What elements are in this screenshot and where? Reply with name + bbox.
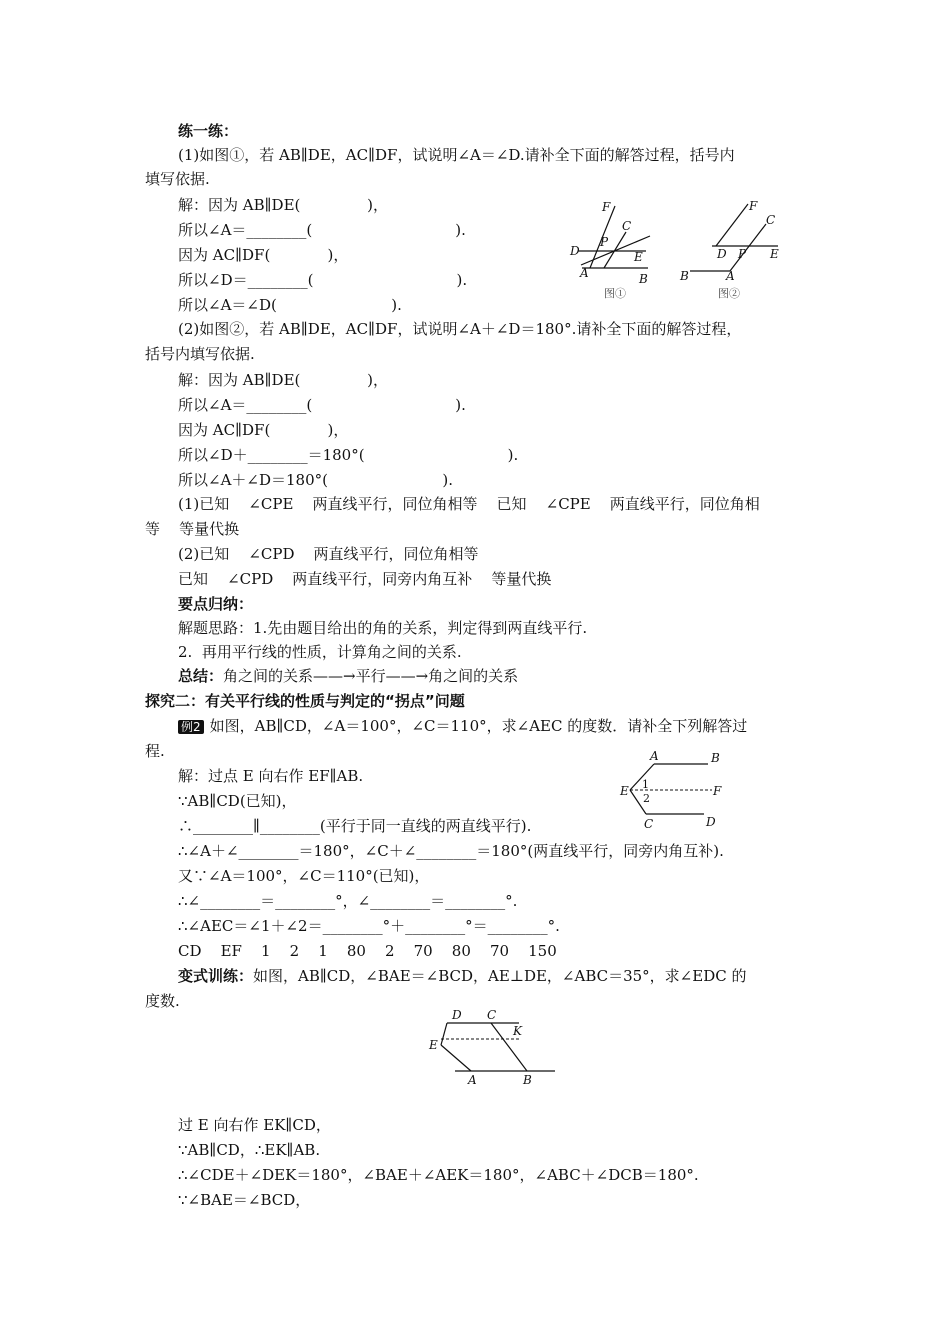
fig2-label-e: E	[770, 247, 779, 261]
q1-line: 所以∠D＝________( ).	[178, 271, 468, 289]
label-e: E	[620, 784, 629, 798]
parallel-lines-figures	[560, 196, 790, 306]
variant-solution-line: ∵AB∥CD，∴EK∥AB.	[178, 1141, 321, 1159]
label-b: B	[711, 751, 720, 765]
q1-line: 解：因为 AB∥DE( )，	[178, 196, 388, 214]
q1-intro-cont: 填写依据.	[145, 170, 210, 188]
fig1-label-p: P	[600, 235, 609, 249]
label-c: C	[644, 817, 654, 831]
solution-line: 解：过点 E 向右作 EF∥AB.	[178, 767, 364, 785]
summary-conclusion	[178, 666, 518, 686]
solution-line: ∴∠________＝________°，∠________＝________°.	[178, 892, 518, 910]
q2-line: 所以∠A＝________( ).	[178, 396, 466, 414]
figure-2	[679, 199, 779, 300]
solution-line: ∴________∥________(平行于同一直线的两直线平行).	[178, 817, 532, 835]
fig1-label-b: B	[639, 272, 648, 286]
variant-text-a: 如图，AB∥CD，∠BAE＝∠BCD，AE⊥DE，∠ABC＝35°，求∠EDC 的	[253, 967, 747, 985]
conclusion-label: 总结：	[178, 667, 224, 685]
variant-text-cont: 度数.	[145, 992, 180, 1010]
example-text-a: 如图，AB∥CD，∠A＝100°，∠C＝110°，求∠AEC 的度数．请补全下列解答过	[209, 717, 748, 735]
line-ea	[441, 1045, 471, 1071]
label-angle-1: 1	[642, 778, 649, 791]
fig2-label-p: P	[738, 247, 747, 261]
fig1-label-f: F	[602, 200, 611, 214]
summary-line: 2. 再用平行线的性质，计算角之间的关系.	[178, 643, 462, 661]
label-f: F	[713, 784, 722, 798]
label-d: D	[706, 815, 716, 829]
example-text	[178, 716, 747, 736]
example-text-cont: 程.	[145, 742, 165, 760]
line-ed	[441, 1023, 447, 1045]
fig1-label-e: E	[634, 250, 643, 264]
solution-line: ∴∠A＋∠________＝180°，∠C＋∠________＝180°(两直线平行，同旁内角互补).	[178, 842, 724, 860]
label-a: A	[650, 749, 659, 763]
fig2-line-ac	[730, 224, 766, 271]
q2-line: 所以∠D＋________＝180°( ).	[178, 446, 519, 464]
label-b: B	[523, 1073, 532, 1087]
fig2-label-a: A	[726, 269, 735, 283]
answer-line: 等 等量代换	[145, 520, 240, 538]
q1-intro: (1)如图①，若 AB∥DE，AC∥DF，试说明∠A＝∠D.请补全下面的解答过程，括号内	[178, 146, 735, 164]
solution-answers: CD EF 1 2 1 80 2 70 80 70 150	[178, 942, 557, 960]
figure-1	[569, 200, 650, 300]
variant-figure	[425, 1005, 560, 1090]
practice-heading: 练一练：	[178, 122, 239, 140]
answer-line: 已知 ∠CPD 两直线平行，同旁内角互补 等量代换	[178, 570, 552, 588]
variant-solution-line: ∴∠CDE＋∠DEK＝180°，∠BAE＋∠AEK＝180°，∠ABC＋∠DCB＝180°.	[178, 1166, 699, 1184]
fig1-label-a: A	[580, 266, 589, 280]
q2-line: 所以∠A＋∠D＝180°( ).	[178, 471, 454, 489]
fig2-label-f: F	[749, 199, 758, 213]
variant-text	[178, 966, 746, 986]
label-e: E	[429, 1038, 438, 1052]
label-angle-2: 2	[643, 792, 650, 805]
label-a: A	[468, 1073, 477, 1087]
label-k: K	[513, 1024, 522, 1038]
explore2-heading: 探究二：有关平行线的性质与判定的“拐点”问题	[145, 692, 465, 710]
fig2-line-df	[716, 204, 748, 246]
answer-line: (2)已知 ∠CPD 两直线平行，同位角相等	[178, 545, 479, 563]
figure-2-caption: 图②	[718, 287, 740, 300]
solution-line: ∴∠AEC＝∠1＋∠2＝________°＋________°＝________°.	[178, 917, 560, 935]
q2-line: 解：因为 AB∥DE( )，	[178, 371, 388, 389]
figure-1-caption: 图①	[604, 287, 626, 300]
answer-line: (1)已知 ∠CPE 两直线平行，同位角相等 已知 ∠CPE 两直线平行，同位角相	[178, 495, 760, 513]
fig1-label-d: D	[570, 244, 580, 258]
q1-line: 所以∠A＝∠D( ).	[178, 296, 402, 314]
variant-solution-line: ∵∠BAE＝∠BCD，	[178, 1191, 311, 1209]
q2-intro: (2)如图②，若 AB∥DE，AC∥DF，试说明∠A＋∠D＝180°.请补全下面的解答过程，	[178, 320, 742, 338]
label-c: C	[487, 1008, 497, 1022]
summary-line: 解题思路：1.先由题目给出的角的关系，判定得到两直线平行.	[178, 619, 588, 637]
fig2-label-c: C	[766, 213, 776, 227]
q2-line: 因为 AC∥DF( )，	[178, 421, 349, 439]
fig2-label-b: B	[680, 269, 689, 283]
q2-intro-cont: 括号内填写依据.	[145, 345, 255, 363]
variant-solution-line: 过 E 向右作 EK∥CD，	[178, 1116, 331, 1134]
conclusion-text: 角之间的关系——→平行——→角之间的关系	[223, 667, 519, 685]
variant-label: 变式训练：	[178, 967, 254, 985]
example2-figure	[616, 748, 732, 832]
example-badge: 例2	[178, 720, 204, 734]
solution-line: ∵AB∥CD(已知)，	[178, 792, 297, 810]
solution-line: 又∵∠A＝100°，∠C＝110°(已知)，	[178, 867, 430, 885]
q1-line: 因为 AC∥DF( )，	[178, 246, 349, 264]
fig1-label-c: C	[622, 219, 632, 233]
q1-line: 所以∠A＝________( ).	[178, 221, 466, 239]
label-d: D	[452, 1008, 462, 1022]
summary-heading: 要点归纳：	[178, 595, 254, 613]
fig2-label-d: D	[717, 247, 727, 261]
